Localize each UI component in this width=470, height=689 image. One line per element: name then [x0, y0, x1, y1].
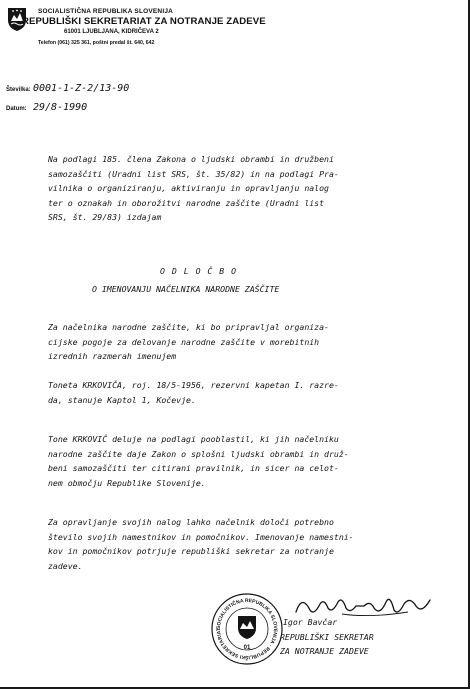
signer-title-continued: ZA NOTRANJE ZADEVE	[280, 646, 369, 656]
letterhead-secretariat: REPUBLIŠKI SEKRETARIAT ZA NOTRANJE ZADEVE	[22, 16, 266, 27]
letterhead-address: 61001 LJUBLJANA, KIDRIČEVA 2	[64, 29, 159, 35]
signer-name: Igor Bavčar	[283, 617, 338, 627]
reference-number-value: 0001-1-Z-2/13-90	[33, 83, 130, 94]
deputies-paragraph: Za opravljanje svojih nalog lahko načelnik določi potrebno število svojih namestnikov in pomočnikov. Imenovanje namestni- kov in pomočnikov potrjuje republiški sekretar za notranje zadeve.	[48, 517, 354, 571]
appointment-paragraph: Za načelnika narodne zaščite, ki bo pripravljal organiza- cijske pogoje za delovanje narodne zaščite v morebitnih izrednih razmerah imenujem	[48, 322, 329, 361]
decision-title: O D L O Č B O	[160, 266, 238, 276]
date-value: 29/8-1990	[33, 102, 88, 113]
appointee-paragraph: Toneta KRKOVIČA, roj. 18/5-1956, rezervni kapetan I. razre- da, stanuje Kaptol 1, Kočevje.	[48, 380, 339, 405]
authority-paragraph: Tone KRKOVIČ deluje na podlagi pooblastil, ki jih načelniku narodne zaščite daje Zakon o splošni ljudski obrambi in druž- beni samozaščiti ter citirani pravilnik, in sicer na celot- nem območju Republike Slovenije.	[48, 434, 349, 488]
decision-subtitle: O IMENOVANJU NAČELNIKA NARODNE ZAŠČITE	[92, 284, 280, 294]
svg-text:SOCIALISTIČNA REPUBLIKA SLOVEN: SOCIALISTIČNA REPUBLIKA SLOVENIJA · REPUBLIŠKI SEKRETARIAT	[215, 597, 279, 661]
date-label: Datum:	[6, 106, 27, 112]
letterhead-republic: SOCIALISTIČNA REPUBLIKA SLOVENIJA	[38, 8, 174, 15]
signer-title: REPUBLIŠKI SEKRETAR	[280, 632, 374, 642]
svg-text:01: 01	[243, 645, 251, 651]
letterhead-contact: Telefon (061) 325 361, poštni predal št. 640, 642	[38, 40, 155, 46]
legal-basis-paragraph: Na podlagi 185. člena Zakona o ljudski obrambi in družbeni samozaščiti (Uradni list SRS, št. 35/82) in na podlagi Pra- vilnika o organiziranju, aktiviranju in opravljanju nalog ter o oznakah in oborožitvi narodne zaščite (Uradni list SRS, št. 29/83) izdajam	[48, 154, 339, 222]
reference-number-label: Številka:	[6, 87, 31, 93]
official-stamp	[210, 592, 284, 666]
